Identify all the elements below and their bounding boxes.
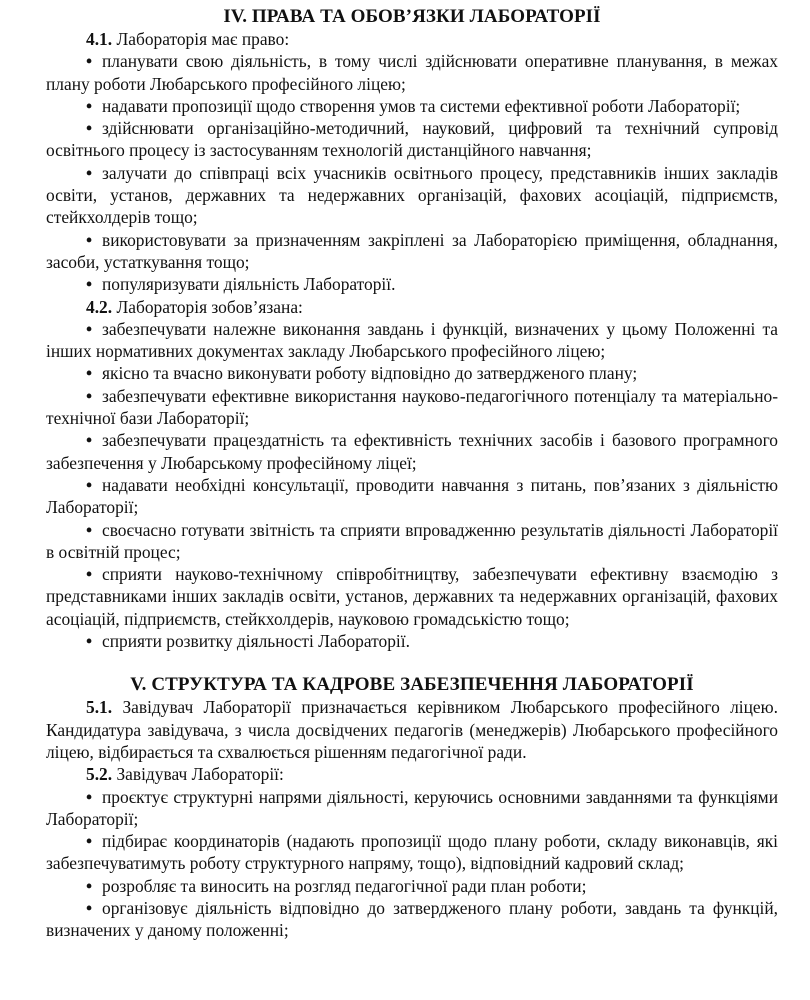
list-item (46, 897, 778, 942)
clause-4-1 (46, 28, 778, 50)
list-item (46, 162, 778, 229)
bullet-icon: • (86, 564, 93, 585)
list-item-text: використовувати за призначенням закріплені за Лабораторією приміщення, обладнання, засоби, устаткування тощо; (46, 229, 778, 272)
list-item (46, 229, 778, 274)
list-item-text: сприяти науково-технічному співробітництву, забезпечувати ефективну взаємодію з представниками інших закладів освіти, установ, державних та недержавних організацій, фахових асоціацій, підприємств, стейкхолдерів, науковою громадськістю тощо; (46, 564, 778, 629)
list-item (46, 519, 778, 564)
bullet-icon: • (86, 897, 93, 918)
clause-5-1 (46, 696, 778, 763)
clause-text: Завідувач Лабораторії призначається керівником Любарського професійного ліцею. Кандидатура завідувача, з числа досвідчених педагогів (менеджерів) Любарського професійного ліцею, відбирається та схвалюється рішенням педагогічної ради. (46, 697, 778, 762)
clause-text: Завідувач Лабораторії: (116, 764, 284, 785)
list-item-text: залучати до співпраці всіх учасників освітнього процесу, представників інших закладів освіти, установ, державних та недержавних організацій, фахових асоціацій, підприємств, стейкхолдерів тощо; (46, 162, 778, 228)
list-item-text: забезпечувати працездатність та ефективність технічних засобів і базового програмного забезпечення у Любарському професійному ліцеї; (46, 430, 778, 473)
bullet-icon: • (86, 95, 93, 116)
bullet-icon: • (86, 363, 93, 384)
list-item (46, 563, 778, 630)
bullet-icon: • (86, 831, 93, 852)
clause-number: 5.2. (86, 764, 113, 785)
section-5-heading: V. СТРУКТУРА ТА КАДРОВЕ ЗАБЕЗПЕЧЕННЯ ЛАБОРАТОРІЇ (130, 674, 694, 696)
bullet-icon: • (86, 786, 93, 807)
list-item-text: надавати пропозиції щодо створення умов та системи ефективної роботи Лабораторії; (102, 95, 741, 116)
list-item-text: забезпечувати належне виконання завдань і функцій, визначених у цьому Положенні та інших нормативних документах закладу Любарського професійного ліцею; (46, 318, 778, 362)
bullet-icon: • (86, 474, 93, 495)
list-item (46, 318, 778, 363)
bullet-icon: • (86, 519, 93, 540)
list-item-text: здійснювати організаційно-методичний, науковий, цифровий та технічний супровід освітнього процесу із застосуванням технологій дистанційного навчання; (46, 118, 778, 161)
list-item-text: якісно та вчасно виконувати роботу відповідно до затвердженого плану; (102, 363, 638, 384)
list-item-text: забезпечувати ефективне використання науково-педагогічного потенціалу та матеріально-технічної бази Лабораторії; (46, 385, 778, 429)
list-item (46, 786, 778, 831)
clause-5-2 (46, 763, 778, 785)
list-item (46, 117, 778, 162)
list-item (46, 50, 778, 95)
bullet-icon: • (86, 631, 93, 652)
bullet-icon: • (86, 875, 93, 896)
bullet-icon: • (86, 162, 93, 183)
list-item (46, 273, 778, 295)
bullet-icon: • (86, 430, 93, 451)
bullet-icon: • (86, 118, 93, 139)
list-item-text: сприяти розвитку діяльності Лабораторії. (102, 631, 410, 652)
list-item-text: своєчасно готувати звітність та сприяти впровадженню результатів діяльності Лабораторії в освітній процес; (46, 519, 778, 562)
list-item-text: підбирає координаторів (надають пропозиції щодо плану роботи, складу виконавців, які забезпечуватимуть роботу структурного напряму, тощо), відповідний кадровий склад; (46, 831, 778, 874)
list-item-text: популяризувати діяльність Лабораторії. (102, 274, 396, 295)
clause-text: Лабораторія зобов’язана: (116, 296, 303, 317)
bullet-icon: • (86, 51, 93, 72)
list-item (46, 385, 778, 430)
list-item (46, 630, 778, 652)
clause-text: Лабораторія має право: (116, 29, 290, 49)
list-item-text: організовує діяльність відповідно до затвердженого плану роботи, завдань та функцій, визначених у даному положенні; (46, 897, 778, 941)
list-item (46, 875, 778, 897)
bullet-icon: • (86, 318, 93, 339)
list-item (46, 95, 778, 117)
list-item (46, 830, 778, 875)
list-item (46, 429, 778, 474)
clause-number: 4.2. (86, 296, 113, 317)
bullet-icon: • (86, 274, 93, 295)
list-item (46, 474, 778, 519)
bullet-icon: • (86, 385, 93, 406)
bullet-icon: • (86, 229, 93, 250)
list-item-text: розробляє та виносить на розгляд педагогічної ради план роботи; (102, 875, 587, 896)
list-item-text: планувати свою діяльність, в тому числі здійснювати оперативне планування, в межах плану роботи Любарського професійного ліцею; (46, 51, 778, 94)
clause-number: 4.1. (86, 29, 113, 49)
list-item-text: проєктує структурні напрями діяльності, керуючись основними завданнями та функціями Лабораторії; (46, 786, 778, 829)
list-item (46, 362, 778, 384)
clause-number: 5.1. (86, 697, 113, 718)
list-item-text: надавати необхідні консультації, проводити навчання з питань, пов’язаних з діяльністю Лабораторії; (46, 474, 778, 518)
section-4-heading: IV. ПРАВА ТА ОБОВ’ЯЗКИ ЛАБОРАТОРІЇ (223, 6, 601, 27)
clause-4-2 (46, 296, 778, 318)
